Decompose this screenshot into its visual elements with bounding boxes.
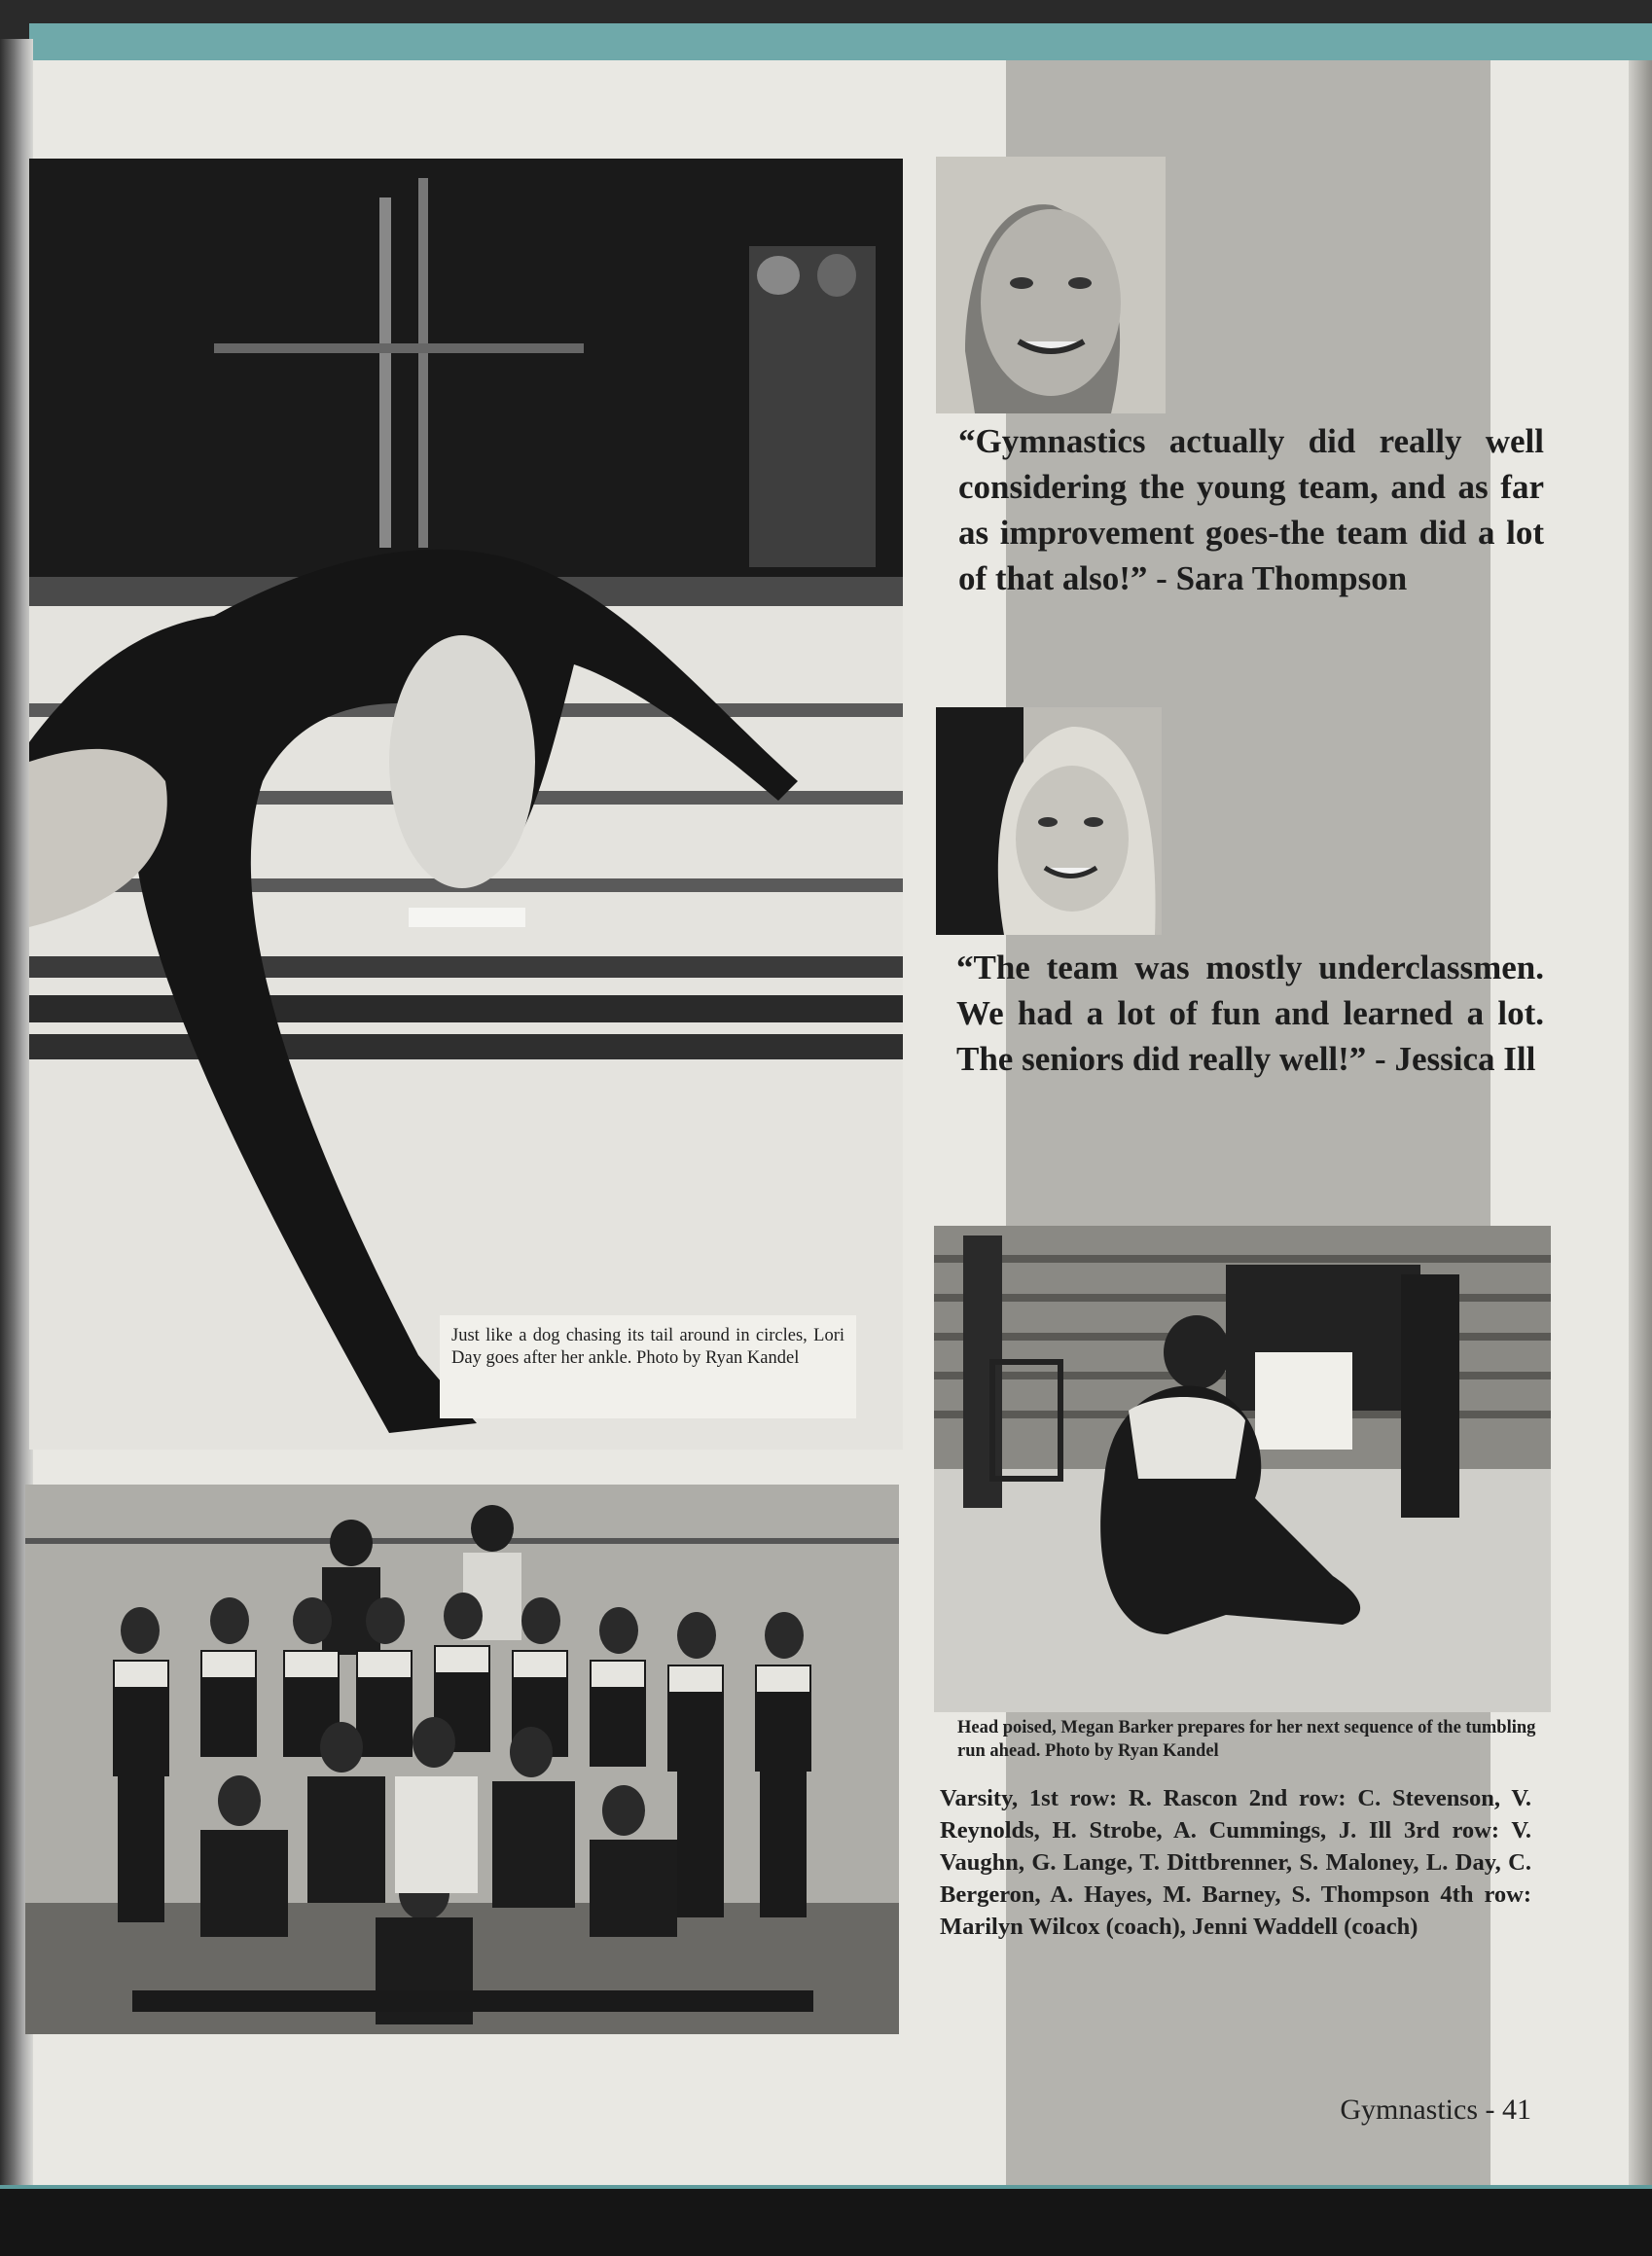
page-edge (1629, 60, 1652, 2189)
teal-header-strip (29, 23, 1652, 60)
megan-barker-caption: Head poised, Megan Barker prepares for her next sequence of the tumbling run ahead. Photo by Ryan Kandel (957, 1718, 1536, 1761)
jessica-ill-quote: “The team was mostly underclassmen. We had a lot of fun and learned a lot. The seniors did really well!” - Jessica Ill (956, 949, 1544, 1078)
megan-barker-photo (934, 1226, 1551, 1712)
sara-thompson-portrait (936, 157, 1166, 413)
lori-day-caption: Just like a dog chasing its tail around in circles, Lori Day goes after her ankle. Photo by Ryan Kandel (440, 1315, 856, 1418)
varsity-team-photo (25, 1485, 899, 2034)
binding-bottom (0, 2189, 1652, 2256)
gymnast-main-photo (29, 159, 903, 1450)
page-folio: Gymnastics - 41 (1340, 2094, 1531, 2126)
jessica-ill-portrait (936, 707, 1162, 935)
varsity-roster-caption: Varsity, 1st row: R. Rascon 2nd row: C. Stevenson, V. Reynolds, H. Strobe, A. Cummings, J. Ill 3rd row: V. Vaughn, G. Lange, T. Dittbrenner, S. Maloney, L. Day, C. Bergeron, A. Hayes, M. Barney, S. Thompson 4th row: Marilyn Wilcox (coach), Jenni Waddell (coach) (940, 1785, 1531, 1940)
sara-thompson-quote: “Gymnastics actually did really well considering the young team, and as far as improvement goes-the team did a lot of that also!” - Sara Thompson (958, 422, 1544, 597)
